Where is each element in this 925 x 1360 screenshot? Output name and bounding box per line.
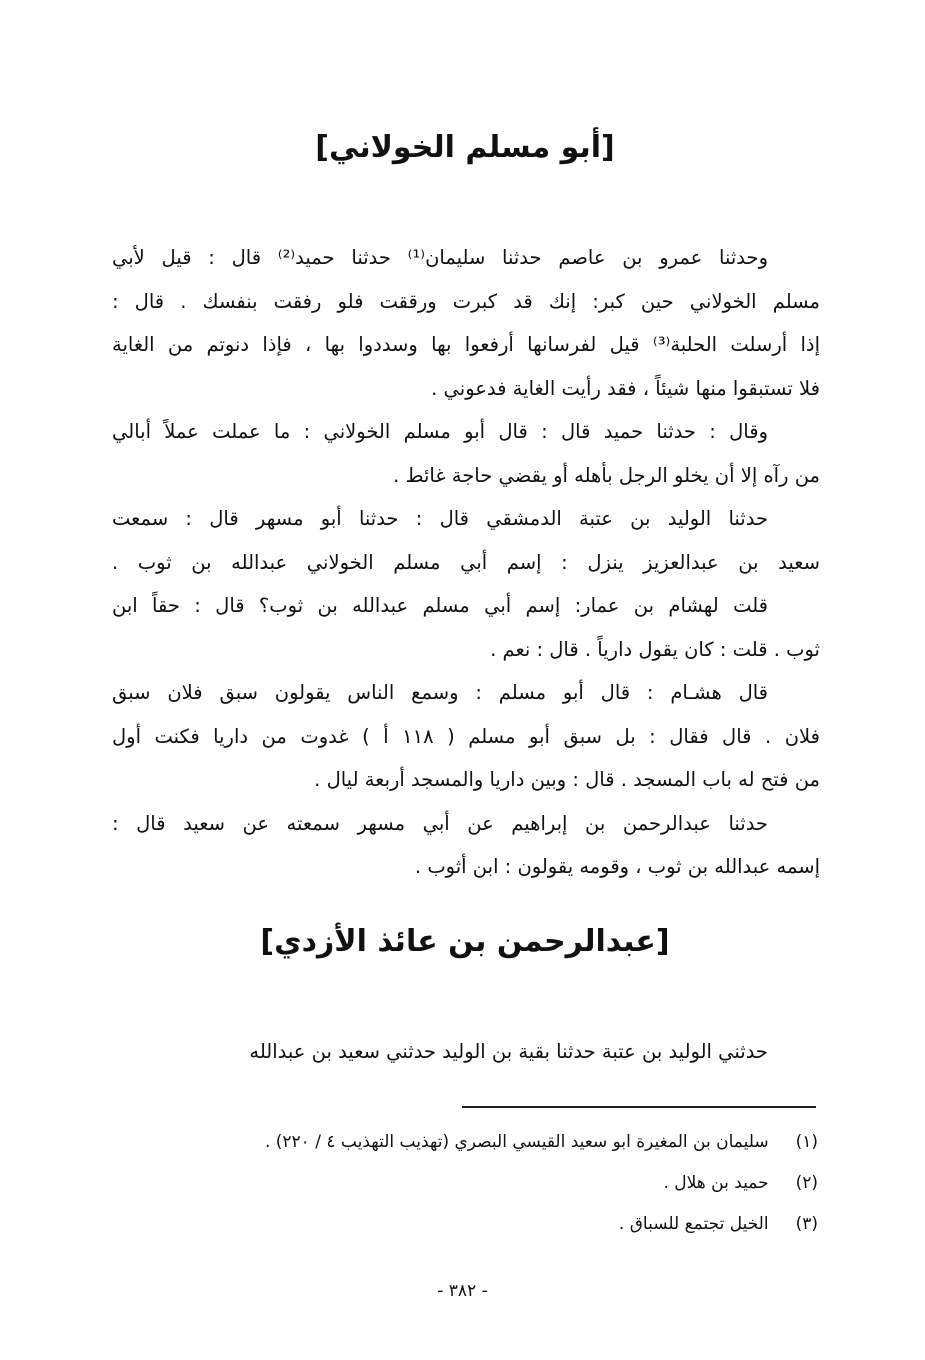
footnote-divider — [462, 1106, 816, 1108]
footnote-item — [150, 1122, 818, 1163]
text-line: فلا تستبقوا منها شيئاً ، فقد رأيت الغاية فدعوني . — [431, 376, 820, 400]
footnote-item — [150, 1163, 818, 1204]
text-line: حدثني الوليد بن عتبة حدثنا بقية بن الوليد حدثني سعيد بن عبدالله — [249, 1040, 768, 1063]
text-line: من رآه إلا أن يخلو الرجل بأهله أو يقضي حاجة غائط . — [393, 463, 820, 487]
footnote-text: الخيل تجتمع للسباق . — [618, 1214, 769, 1234]
section-body-abu-muslim — [112, 236, 820, 889]
footnote-item — [150, 1204, 818, 1245]
page-number: - ٣٨٢ - — [437, 1281, 488, 1301]
text-line: إسمه عبدالله بن ثوب ، وقومه يقولون : ابن أثوب . — [414, 855, 820, 878]
section-heading-abu-muslim: [أبو مسلم الخولاني] — [315, 130, 615, 165]
text-line: فلان . قال فقال : بل سبق أبو مسلم ( ١١٨ أ ) غدوت من داريا فكنت أول — [112, 724, 820, 748]
text-line: حدثنا الوليد بن عتبة الدمشقي قال : حدثنا أبو مسهر قال : سمعت — [112, 507, 768, 530]
text-line: وحدثنا عمرو بن عاصم حدثنا سليمان⁽¹⁾ حدثنا حميد⁽²⁾ قال : قيل لأبي — [112, 246, 769, 269]
text-line: مسلم الخولاني حين كبر: إنك قد كبرت ورققت فلو رفقت بنفسك . قال : — [112, 289, 820, 313]
footnote-number: (٣) — [795, 1214, 818, 1234]
section-body-abdulrahman — [112, 1030, 820, 1074]
text-line: ثوب . قلت : كان يقول دارياً . قال : نعم . — [490, 637, 820, 661]
text-line: قال هشـام : قال أبو مسلم : وسمع الناس يقولون سبق فلان سبق — [112, 681, 768, 704]
footnotes — [150, 1122, 818, 1245]
text-line: حدثنا عبدالرحمن بن إبراهيم عن أبي مسهر سمعته عن سعيد قال : — [112, 811, 768, 835]
footnote-number: (٢) — [795, 1173, 818, 1193]
text-line: إذا أرسلت الحلبة⁽³⁾ قيل لفرسانها أرفعوا بها وسددوا بها ، فإذا دنوتم من الغاية — [112, 333, 820, 356]
footnote-text: سليمان بن المغيرة ابو سعيد القيسي البصري (تهذيب التهذيب ٤ / ٢٢٠) . — [264, 1132, 769, 1152]
section-heading-abdulrahman: [عبدالرحمن بن عائذ الأزدي] — [260, 924, 670, 959]
footnote-number: (١) — [795, 1132, 818, 1152]
text-line: وقال : حدثنا حميد قال : قال أبو مسلم الخولاني : ما عملت عملاً أبالي — [112, 420, 768, 443]
footnote-text: حميد بن هلال . — [663, 1173, 769, 1193]
text-line: من فتح له باب المسجد . قال : وبين داريا والمسجد أربعة ليال . — [314, 768, 820, 791]
text-line: قلت لهشام بن عمار: إسم أبي مسلم عبدالله بن ثوب؟ قال : حقاً ابن — [112, 594, 768, 617]
text-line: سعيد بن عبدالعزيز ينزل : إسم أبي مسلم الخولاني عبدالله بن ثوب . — [112, 550, 820, 574]
